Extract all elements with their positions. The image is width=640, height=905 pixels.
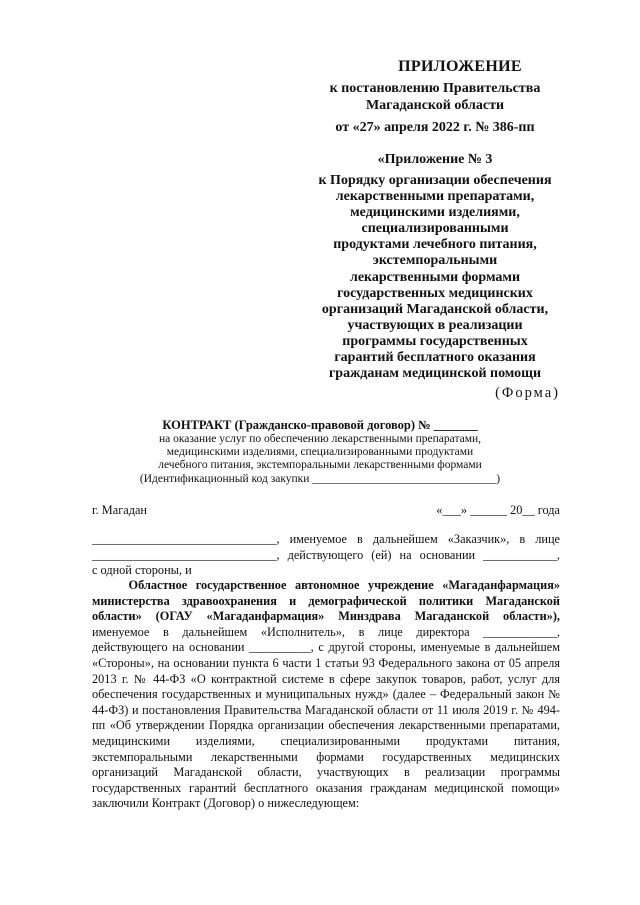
- order-line: гарантий бесплатного оказания: [334, 350, 536, 366]
- order-line: продуктами лечебного питания,: [333, 237, 537, 253]
- preamble-text: именуемое в дальнейшем «Исполнитель», в лице директора ____________, действующего на основании __________, с другой стороны, именуемые в дальнейшем «Стороны», на основании пункта 6 части 1 статьи 93 Федерального закона от 05 апреля 2013 г. № 44-ФЗ «О контрактной системе в сфере закупок товаров, работ, услуг для обеспечения государственных и муниципальных нужд» (далее – Федеральный закон № 44-ФЗ) и постановления Правительства Магаданской области от 11 июля 2019 г. № 494-пп «Об утверждении Порядка организации обеспечения лекарственными препаратами, медицинскими изделиями, специализированными продуктами питания, экстемпоральными лекарственными формами государственных медицинских организаций Магаданской области, участвующих в реализации программы государственных гарантий бесплатного оказания гражданам медицинской помощи» заключили Контракт (Договор) о нижеследующем:: [92, 624, 560, 811]
- city: г. Магадан: [92, 503, 147, 517]
- order-line: лекарственными препаратами,: [335, 189, 535, 205]
- order-line: организаций Магаданской области,: [321, 301, 549, 317]
- order-line: гражданам медицинской помощи: [328, 366, 542, 382]
- appendix-date-line: от «27» апреля 2022 г. № 386-пп: [335, 120, 535, 135]
- appendix-line: к постановлению Правительства: [329, 81, 541, 96]
- appendix-line: Магаданской области: [365, 98, 505, 113]
- appendix-title: ПРИЛОЖЕНИЕ: [398, 58, 522, 75]
- order-line: экстемпоральными: [372, 253, 498, 269]
- customer-line: ______________________________, именуемое в дальнейшем «Заказчик», в лице: [92, 532, 560, 546]
- party-one-line: с одной стороны, и: [92, 563, 192, 577]
- order-line: специализированными: [361, 221, 509, 237]
- contract-subject-line: медицинскими изделиями, специализированными продуктами: [166, 446, 474, 459]
- appendix-3-title: «Приложение № 3: [377, 152, 493, 167]
- contract-date: «___» ______ 20__ года: [436, 503, 560, 517]
- contract-subject-line: на оказание услуг по обеспечению лекарственными препаратами,: [158, 433, 482, 445]
- order-line: медицинскими изделиями,: [350, 205, 520, 221]
- contract-subject-line: лечебного питания, экстемпоральными лекарственными формами: [158, 459, 482, 472]
- executor-name: Областное государственное автономное учреждение «Магаданфармация» министерства здравоохранения и демографической политики Магаданской области» (ОГАУ «Магаданфармация» Минздрава Магаданской области»),: [92, 578, 561, 624]
- order-reference: [300, 173, 570, 382]
- contract-subject: [110, 433, 530, 486]
- contract-title: КОНТРАКТ (Гражданско-правовой договор) № _______: [162, 418, 478, 432]
- procurement-code-line: (Идентификационный код закупки ________________________________): [139, 472, 501, 485]
- order-line: участвующих в реализации: [347, 317, 523, 333]
- form-label: (Форма): [495, 385, 560, 401]
- order-line: лекарственными формами: [349, 269, 521, 285]
- city-date-row: [92, 503, 560, 519]
- order-line: программы государственных: [342, 333, 528, 349]
- customer-basis-line: ______________________________, действующего (ей) на основании ____________,: [92, 548, 560, 562]
- order-line: государственных медицинских: [337, 285, 533, 301]
- order-line: к Порядку организации обеспечения: [318, 173, 552, 188]
- contract-preamble: [92, 578, 560, 812]
